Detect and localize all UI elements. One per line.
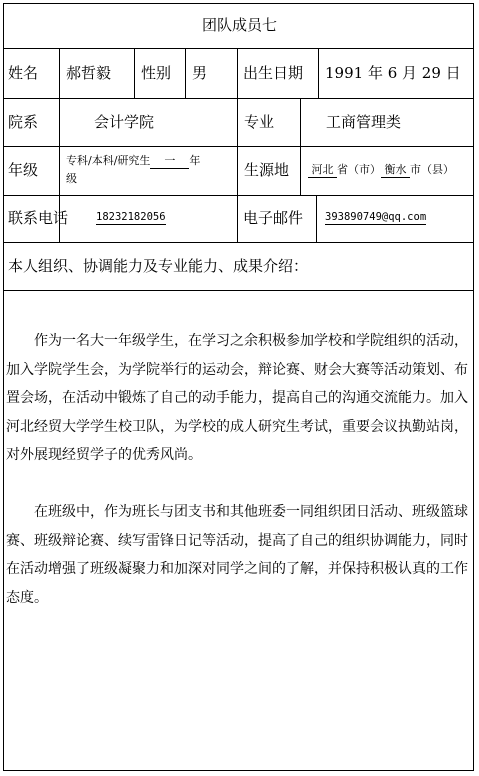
phone-value: 18232182056 xyxy=(96,211,166,223)
province-value xyxy=(308,163,337,178)
province-text: 河北 xyxy=(311,163,334,176)
major-label: 专业 xyxy=(244,113,275,131)
row-divider xyxy=(3,98,474,99)
college-value: 会计学院 xyxy=(94,113,155,131)
email-value: 393890749@qq.com xyxy=(325,211,427,223)
intro-heading: 本人组织、协调能力及专业能力、成果介绍： xyxy=(8,257,309,275)
row-divider xyxy=(3,195,474,196)
row-divider xyxy=(3,242,474,243)
row-divider xyxy=(3,290,474,291)
gender-label: 性别 xyxy=(141,64,172,82)
col-divider xyxy=(185,48,186,98)
grade-fill-text: 一 xyxy=(164,154,176,167)
grade-tail: 级 xyxy=(66,172,77,185)
grade-options xyxy=(66,155,200,166)
college-label: 院系 xyxy=(8,113,39,131)
birth-label: 出生日期 xyxy=(243,64,304,82)
row-divider xyxy=(3,48,474,49)
row-divider xyxy=(3,146,474,147)
grade-suffix: 年 xyxy=(189,154,201,167)
phone-label: 联系电话 xyxy=(8,209,69,227)
email-label: 电子邮件 xyxy=(243,209,304,227)
origin-label: 生源地 xyxy=(244,161,290,179)
city-value xyxy=(381,163,410,178)
grade-fill xyxy=(150,154,189,169)
birth-value: 1991 年 6 月 29 日 xyxy=(325,64,461,82)
name-label: 姓名 xyxy=(8,64,39,82)
page-title: 团队成员七 xyxy=(201,16,277,34)
city-text: 衡水 xyxy=(384,163,407,176)
col-divider xyxy=(316,195,317,242)
intro-paragraph-2: 在班级中，作为班长与团支书和其他班委一同组织团日活动、班级篮球赛、班级辩论赛、续写雷锋日记等活动，提高了自己的组织协调能力，同时在活动增强了班级凝聚力和加深对同学之间的了解，并保持积极认真的工作态度。 xyxy=(6,504,468,606)
col-divider xyxy=(300,98,301,195)
gender-value: 男 xyxy=(192,64,208,82)
col-divider xyxy=(318,48,319,98)
col-divider xyxy=(134,48,135,98)
origin-value xyxy=(308,164,454,175)
province-suffix: 省（市） xyxy=(337,163,381,176)
intro-paragraph-1: 作为一名大一年级学生，在学习之余积极参加学校和学院组织的活动，加入学院学生会，为学院举行的运动会，辩论赛、财会大赛等活动策划、布置会场，在活动中锻炼了自己的动手能力，提高自己的沟通交流能力。加入河北经贸大学学生校卫队，为学校的成人研究生考试，重要会议执勤站岗，对外展现经贸学子的优秀风尚。 xyxy=(6,333,468,464)
name-value: 郝哲毅 xyxy=(66,64,112,82)
grade-prefix: 专科/本科/研究生 xyxy=(66,154,151,167)
city-suffix: 市（县） xyxy=(410,163,454,176)
major-value: 工商管理类 xyxy=(326,113,402,131)
grade-label: 年级 xyxy=(8,161,39,179)
col-divider xyxy=(237,48,238,242)
